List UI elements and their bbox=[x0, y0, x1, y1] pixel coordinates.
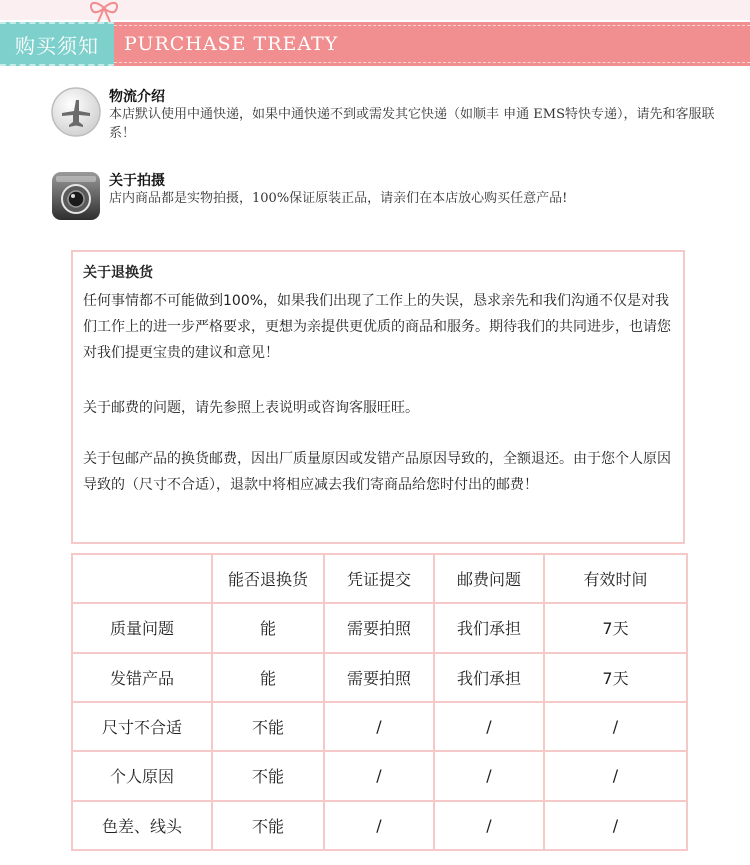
photography-text: 店内商品都是实物拍摄，100%保证原装正品，请亲们在本店放心购买任意产品! bbox=[109, 191, 568, 206]
table-cell: / bbox=[544, 751, 687, 800]
table-cell: / bbox=[324, 801, 434, 850]
table-header-row bbox=[72, 554, 687, 603]
table-row bbox=[72, 801, 687, 850]
photography-title: 关于拍摄 bbox=[109, 173, 165, 189]
table-cell: 色差、线头 bbox=[72, 801, 212, 850]
purchase-banner bbox=[0, 22, 750, 66]
table-row bbox=[72, 751, 687, 800]
table-header: 凭证提交 bbox=[324, 554, 434, 603]
table-row bbox=[72, 653, 687, 702]
table-cell: 不能 bbox=[212, 702, 324, 751]
returns-title: 关于退换货 bbox=[83, 265, 153, 281]
table-header bbox=[72, 554, 212, 603]
table-cell: 质量问题 bbox=[72, 603, 212, 652]
table-cell: 尺寸不合适 bbox=[72, 702, 212, 751]
banner-title-en: PURCHASE TREATY bbox=[124, 33, 339, 55]
table-cell: 7天 bbox=[544, 603, 687, 652]
table-cell: 个人原因 bbox=[72, 751, 212, 800]
ribbon-bow-icon bbox=[84, 0, 124, 22]
returns-paragraph-2: 关于邮费的问题，请先参照上表说明或咨询客服旺旺。 bbox=[83, 400, 419, 416]
returns-paragraph-3: 关于包邮产品的换货邮费，因出厂质量原因或发错产品原因导致的，全额退还。由于您个人原因导致的（尺寸不合适），退款中将相应减去我们寄商品给您时付出的邮费！ bbox=[83, 451, 671, 493]
banner-title-cn: 购买须知 bbox=[0, 22, 114, 66]
table-cell: / bbox=[434, 751, 544, 800]
table-cell: 我们承担 bbox=[434, 653, 544, 702]
returns-note-box bbox=[71, 250, 685, 544]
table-cell: 不能 bbox=[212, 751, 324, 800]
returns-paragraph-1: 任何事情都不可能做到100%，如果我们出现了工作上的失误，恳求亲先和我们沟通不仅是对我们工作上的进一步严格要求，更想为亲提供更优质的商品和服务。期待我们的共同进步，也请您对我们提更宝贵的建议和意见！ bbox=[83, 293, 671, 361]
table-cell: / bbox=[434, 702, 544, 751]
table-cell: 7天 bbox=[544, 653, 687, 702]
table-cell: 发错产品 bbox=[72, 653, 212, 702]
table-cell: 不能 bbox=[212, 801, 324, 850]
returns-policy-table bbox=[71, 553, 688, 851]
shipping-text: 本店默认使用中通快递，如果中通快递不到或需发其它快递（如顺丰 申通 EMS特快专递），请先和客服联系！ bbox=[109, 107, 715, 141]
table-cell: 需要拍照 bbox=[324, 603, 434, 652]
table-cell: 我们承担 bbox=[434, 603, 544, 652]
table-header: 邮费问题 bbox=[434, 554, 544, 603]
table-header: 有效时间 bbox=[544, 554, 687, 603]
table-cell: 需要拍照 bbox=[324, 653, 434, 702]
table-cell: 能 bbox=[212, 603, 324, 652]
shipping-title: 物流介绍 bbox=[109, 89, 165, 105]
table-header: 能否退换货 bbox=[212, 554, 324, 603]
airplane-icon bbox=[50, 86, 102, 138]
table-cell: / bbox=[544, 702, 687, 751]
table-cell: 能 bbox=[212, 653, 324, 702]
table-cell: / bbox=[324, 702, 434, 751]
table-row bbox=[72, 603, 687, 652]
table-cell: / bbox=[434, 801, 544, 850]
table-cell: / bbox=[544, 801, 687, 850]
table-cell: / bbox=[324, 751, 434, 800]
camera-icon bbox=[50, 170, 102, 222]
table-row bbox=[72, 702, 687, 751]
